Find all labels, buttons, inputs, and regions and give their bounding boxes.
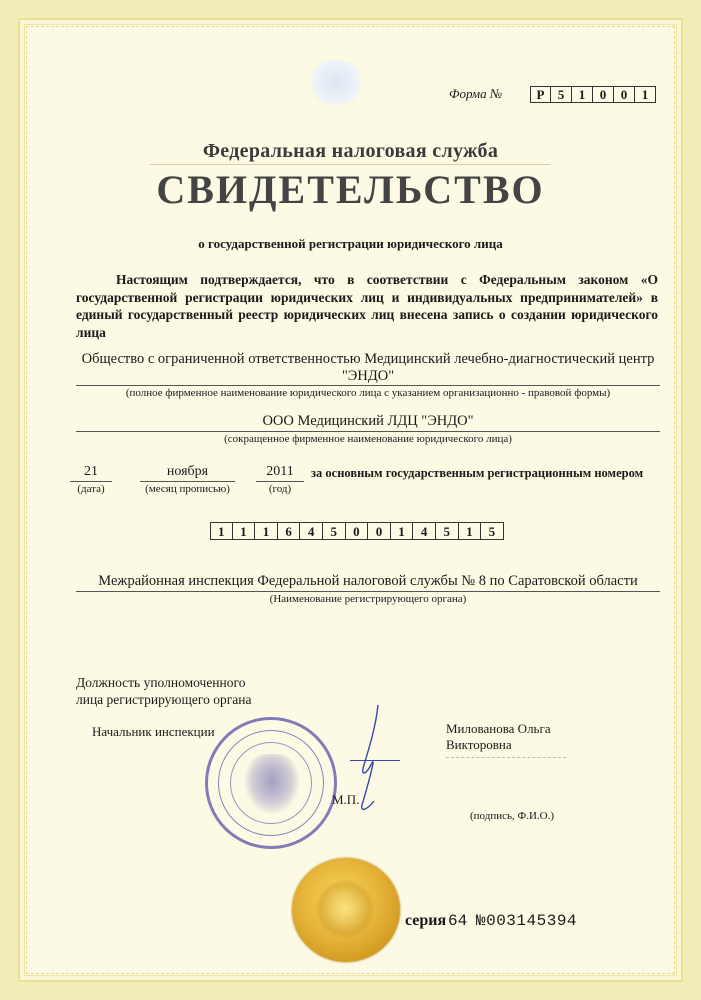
form-number-char: 5 [551,86,572,103]
ogrn-digit: 1 [233,522,256,540]
ogrn-digit: 5 [436,522,459,540]
short-name-rule [76,431,660,432]
ogrn-digit: 1 [391,522,414,540]
ogrn-digit: 5 [323,522,346,540]
series-label: серия [405,912,447,929]
ogrn-digit: 1 [255,522,278,540]
date-year-rule [256,481,304,482]
signer-position: Начальник инспекции [92,724,215,739]
signer-name-line-1: Милованова Ольга [446,721,551,736]
authority-caption: (Наименование регистрирующего органа) [269,593,467,605]
ogrn-digit: 4 [413,522,436,540]
date-year: 2011 [266,464,294,479]
document-title: СВИДЕТЕЛЬСТВО [156,167,545,212]
form-number-char: 1 [635,86,656,103]
ogrn-digit: 4 [300,522,323,540]
signer-rule [446,757,566,758]
form-number-char: 1 [572,86,593,103]
ogrn-digit: 5 [481,522,504,540]
full-name-caption: (полное фирменное наименование юридического лица с указанием организационно - правовой формы) [125,387,611,399]
stamp-eagle-icon [244,754,300,814]
date-month-caption: (месяц прописью) [145,483,230,495]
date-day: 21 [84,464,98,479]
form-number-char: 0 [614,86,635,103]
full-name-line-1: Общество с ограниченной ответственностью Медицинский лечебно-диагностический центр [81,351,655,367]
agency-name: Федеральная налоговая служба [202,140,499,162]
emblem-icon [306,60,366,104]
date-day-rule [70,481,112,482]
position-label [76,675,251,708]
title-divider [150,164,550,165]
ogrn-digit: 0 [346,522,369,540]
short-name-caption: (сокращенное фирменное наименование юридического лица) [224,433,512,445]
official-stamp-icon [205,717,337,849]
signature-stroke [350,760,400,761]
ogrn-digit: 0 [368,522,391,540]
seal-place-label: М.П. [332,792,360,807]
confirmation-paragraph [76,271,658,341]
ogrn-digit: 1 [210,522,233,540]
registration-number-text: за основным государственным регистрационным номером [311,466,644,480]
confirmation-text: Настоящим подтверждается, что в соответствии с Федеральным законом «О государственной регистрации юридических лиц и индивидуальных предпринимателей» в единый государственный реестр юридических лиц внесена запись о создании юридического лица [76,272,658,340]
signature-caption: (подпись, Ф.И.О.) [470,810,554,822]
full-name-rule [76,385,660,386]
document-subtitle: о государственной регистрации юридического лица [198,236,503,251]
full-name-line-2: "ЭНДО" [341,368,395,384]
signer-name [446,721,551,753]
seal-emblem-icon [316,880,374,938]
date-month: ноября [166,464,209,479]
ogrn-digit: 6 [278,522,301,540]
authority-rule [76,591,660,592]
gold-hologram-seal-icon [292,858,400,962]
date-day-caption: (дата) [77,483,105,495]
form-number-label: Форма № [449,86,503,101]
ogrn-boxes [210,522,504,540]
series-value: 64 [448,912,468,930]
authority-value: Межрайонная инспекция Федеральной налоговой службы № 8 по Саратовской области [98,573,638,589]
position-label-line-2: лица регистрирующего органа [76,691,252,707]
date-year-caption: (год) [268,483,292,495]
ogrn-digit: 1 [459,522,482,540]
form-number-char: 0 [593,86,614,103]
form-number-char: Р [530,86,551,103]
short-name-value: ООО Медицинский ЛДЦ "ЭНДО" [262,413,474,429]
position-label-line-1: Должность уполномоченного [76,675,246,690]
date-month-rule [140,481,235,482]
signer-name-line-2: Викторовна [446,737,512,752]
form-number-boxes [530,86,656,103]
blank-number: №003145394 [476,912,578,930]
